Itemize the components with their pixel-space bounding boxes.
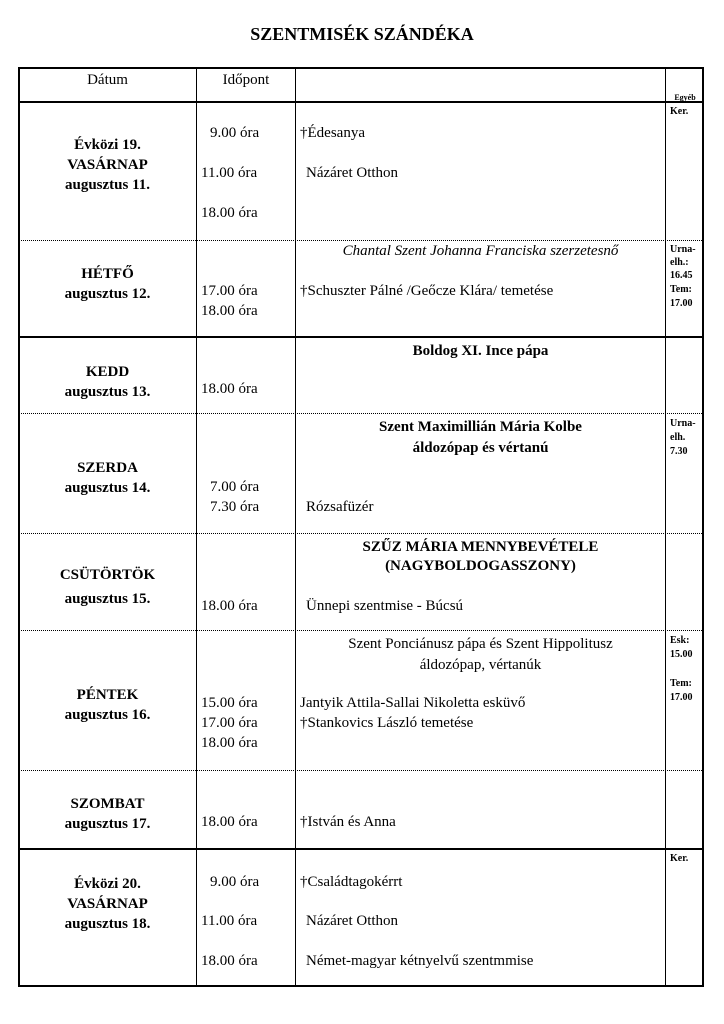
mass-time: 18.00 óra [201, 303, 258, 319]
mass-time: 7.00 óra [210, 479, 260, 495]
mass-intention: Ünnepi szentmise - Búcsú [306, 598, 464, 614]
feast-name: (NAGYBOLDOGASSZONY) [385, 558, 576, 574]
other-note: 15.00 [670, 649, 693, 660]
mass-time: 11.00 óra [201, 913, 258, 929]
mass-time: 18.00 óra [201, 735, 258, 751]
day-date: Évközi 20. VASÁRNAP augusztus 18. [64, 876, 151, 932]
day-date: SZERDA augusztus 14. [64, 460, 151, 496]
mass-time: 17.00 óra [201, 283, 258, 299]
mass-intention: †Schuszter Pálné /Geőcze Klára/ temetése [300, 283, 554, 299]
other-note: 7.30 [670, 446, 688, 457]
other-note: Tem: [670, 678, 692, 689]
other-note: Esk: [670, 635, 690, 646]
mass-time: 18.00 óra [201, 598, 258, 614]
mass-intention: †Családtagokérrt [300, 874, 403, 890]
day-date: Évközi 19. VASÁRNAP augusztus 11. [64, 137, 151, 193]
mass-time: 9.00 óra [210, 125, 260, 141]
mass-intention: †Stankovics László temetése [300, 715, 474, 731]
row-divider [18, 240, 704, 241]
other-note: 17.00 [670, 692, 693, 703]
mass-time: 18.00 óra [201, 814, 258, 830]
mass-time: 18.00 óra [201, 953, 258, 969]
feast-name: Szent Ponciánusz pápa és Szent Hippolitusz [348, 636, 613, 652]
day-date: KEDD augusztus 13. [64, 364, 151, 400]
mass-intention: Rózsafüzér [306, 499, 374, 515]
other-note: elh.: [670, 257, 689, 268]
feast-name: Chantal Szent Johanna Franciska szerzetesnő [342, 243, 619, 259]
other-note: 16.45 [670, 270, 693, 281]
feast-name: áldozópap és vértanú [412, 440, 549, 456]
mass-time: 9.00 óra [210, 874, 260, 890]
other-note: Urna- [670, 418, 696, 429]
other-note: 17.00 [670, 298, 693, 309]
row-divider [18, 630, 704, 631]
mass-intention: Német-magyar kétnyelvű szentmmise [306, 953, 534, 969]
feast-name: SZŰZ MÁRIA MENNYBEVÉTELE [362, 539, 599, 555]
mass-intention: †Édesanya [300, 125, 365, 141]
day-date: SZOMBAT augusztus 17. [64, 796, 151, 832]
feast-name: Szent Maximillián Mária Kolbe [379, 419, 582, 435]
feast-name: Boldog XI. Ince pápa [412, 343, 549, 359]
mass-intention: Názáret Otthon [306, 913, 399, 929]
mass-intention: Názáret Otthon [306, 165, 399, 181]
mass-intention: Jantyik Attila-Sallai Nikoletta esküvő [300, 695, 526, 711]
row-divider [18, 413, 704, 414]
mass-time: 15.00 óra [201, 695, 258, 711]
day-date: CSÜTÖRTÖK augusztus 15. [59, 567, 156, 607]
header-other: Egyéb [674, 93, 696, 102]
other-note: Ker. [670, 106, 689, 117]
day-date: HÉTFŐ augusztus 12. [64, 266, 151, 302]
mass-time: 17.00 óra [201, 715, 258, 731]
row-divider [18, 848, 704, 850]
day-date: PÉNTEK augusztus 16. [64, 687, 151, 723]
mass-time: 11.00 óra [201, 165, 258, 181]
mass-time: 18.00 óra [201, 381, 258, 397]
other-note: Urna- [670, 244, 696, 255]
mass-time: 7.30 óra [210, 499, 260, 515]
row-divider [18, 101, 704, 103]
header-date: Dátum [87, 72, 128, 88]
other-note: elh. [670, 432, 686, 443]
mass-intention: †István és Anna [300, 814, 396, 830]
page-title: SZENTMISÉK SZÁNDÉKA [250, 24, 474, 44]
other-note: Ker. [670, 853, 689, 864]
other-note: Tem: [670, 284, 692, 295]
mass-time: 18.00 óra [201, 205, 258, 221]
row-divider [18, 336, 704, 338]
feast-name: áldozópap, vértanúk [419, 657, 542, 673]
row-divider [18, 770, 704, 771]
row-divider [18, 533, 704, 534]
header-time: Időpont [222, 72, 270, 88]
